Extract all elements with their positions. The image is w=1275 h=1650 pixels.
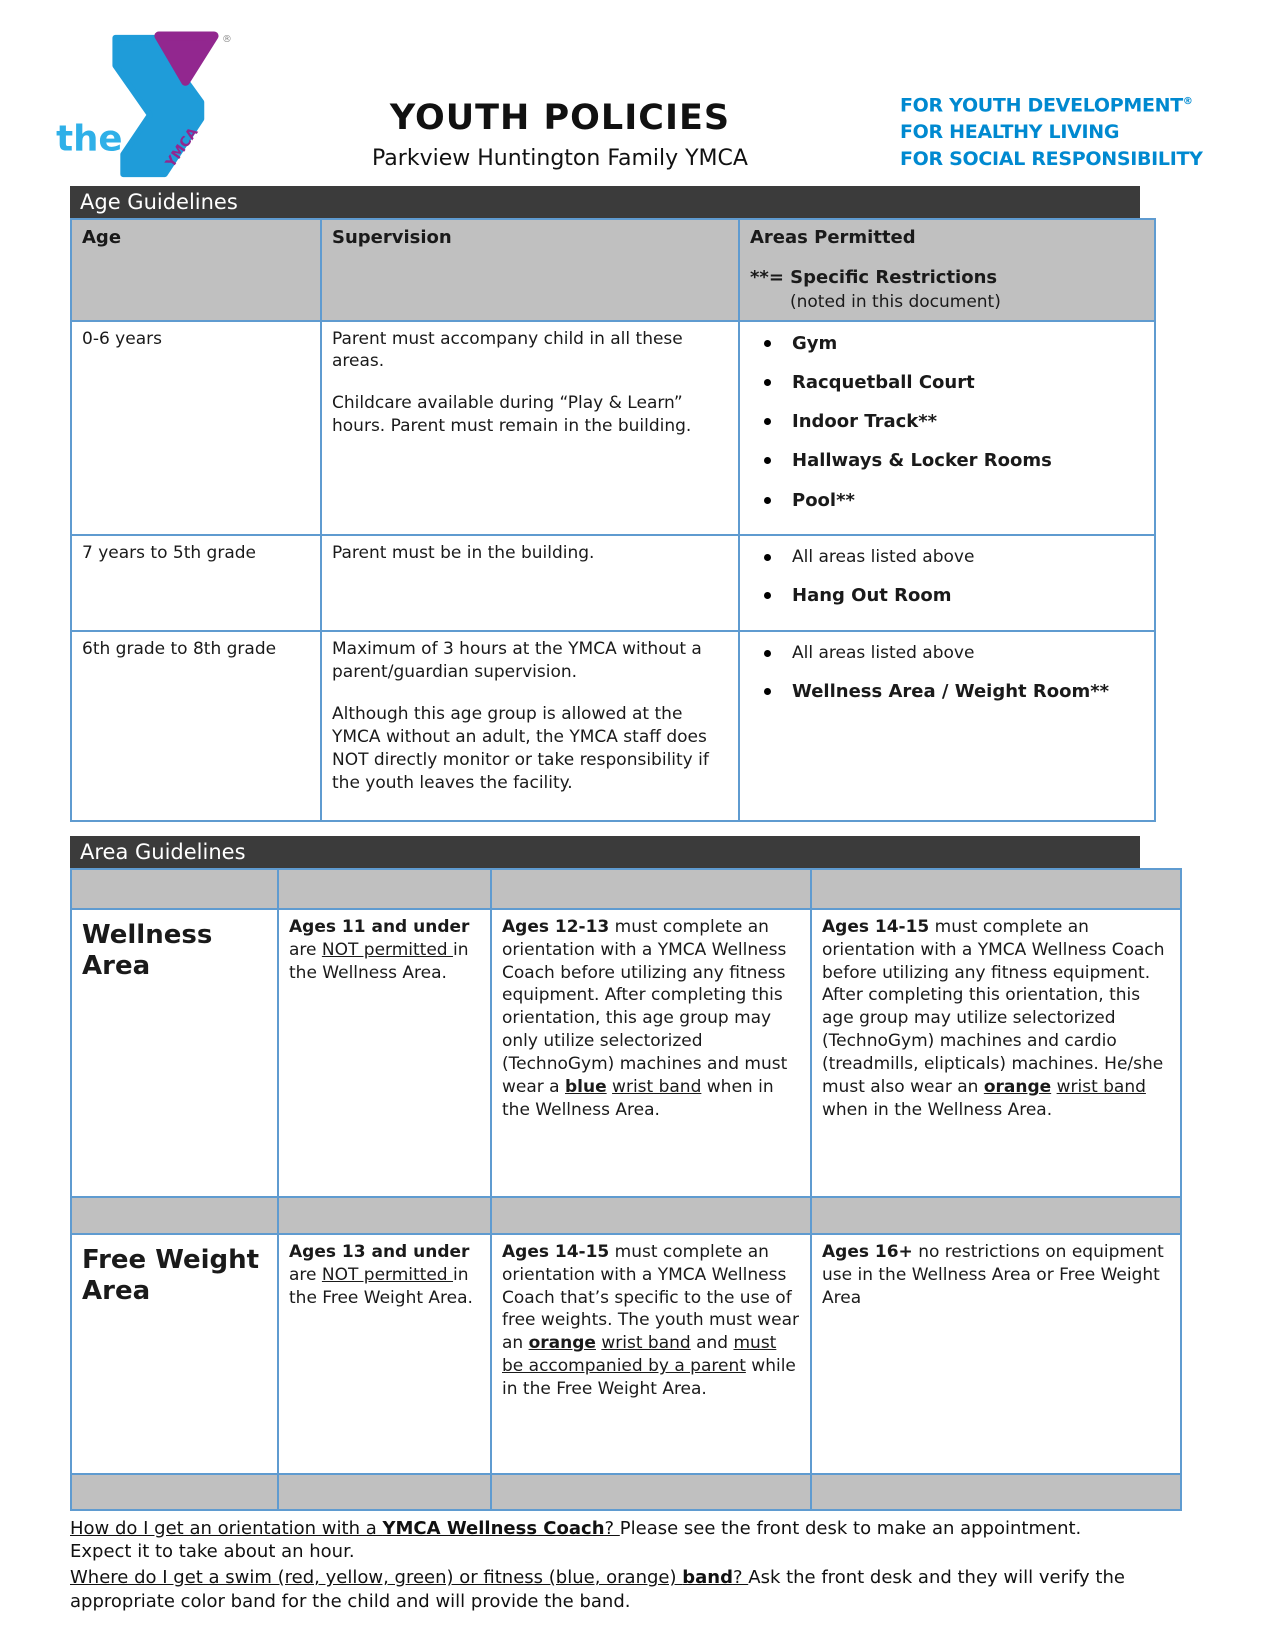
text-run: must complete an orientation with a YMCA Wellness Coach before utilizing any fitness equipment. After completing this orientation, this age group may utilize selectorized (TechnoGym) machines and cardio (treadmills, elipticals) machines. He/she must also wear an [822, 916, 1165, 1098]
free-weight-area-title: Free Weight Area [82, 1244, 260, 1306]
supervision-paragraph: Childcare available during “Play & Learn” hours. Parent must remain in the building. [332, 393, 692, 437]
empty-separator-cell [491, 1197, 811, 1234]
age-column-header: Age [71, 219, 321, 321]
page-title: YOUTH POLICIES [389, 98, 731, 138]
free-weight-ages-16-policy-cell [811, 1234, 1181, 1474]
text-run: Ages 11 and under [289, 916, 470, 937]
bottom-row [71, 1474, 1181, 1510]
wellness-area-title: Wellness Area [82, 919, 213, 981]
areas-permitted-column-header [739, 219, 1155, 321]
text-run: are [289, 1264, 322, 1285]
area-bullet-item: Hallways & Locker Rooms [750, 449, 1144, 473]
text-run: Ages 14-15 [502, 1241, 610, 1262]
text-run: when in the Wellness Area. [502, 1077, 774, 1121]
age-table-header-row [71, 219, 1155, 321]
registered-mark: ® [1182, 96, 1193, 107]
free-weight-ages-14-15-policy-cell [491, 1234, 811, 1474]
empty-bottom-cell [71, 1474, 278, 1510]
brand-line-youth-development: FOR YOUTH DEVELOPMENT® [900, 94, 1193, 117]
ymca-logo-the-text: the [56, 118, 123, 160]
area-bullet-item: Indoor Track** [750, 410, 1144, 434]
area-bullet-item: Pool** [750, 489, 1144, 513]
supervision-column-header: Supervision [321, 219, 739, 321]
supervision-cell [321, 535, 739, 631]
text-run: Where do I get a swim (red, yellow, green) or fitness (blue, orange) [70, 1567, 683, 1589]
empty-bottom-cell [811, 1474, 1181, 1510]
supervision-paragraph: Maximum of 3 hours at the YMCA without a parent/guardian supervision. [332, 639, 702, 682]
text-run: blue [565, 1077, 607, 1098]
text-run: when in the Wellness Area. [822, 1100, 1053, 1121]
text-run: How do I get an orientation with a [70, 1517, 383, 1539]
areas-permitted-label: Areas Permitted [750, 227, 916, 248]
text-run: in the Free Weight Area. [289, 1264, 473, 1308]
wellness-ages-14-15-policy-cell [811, 909, 1181, 1197]
title-block [320, 98, 800, 171]
text-run: wrist band [612, 1077, 702, 1098]
areas-permitted-cell [739, 631, 1155, 821]
age-guidelines-header-bar: Age Guidelines [70, 186, 1140, 218]
supervision-paragraph: Parent must be in the building. [332, 543, 595, 564]
restriction-note-sub: (noted in this document) [790, 291, 1001, 312]
table-row [71, 321, 1155, 535]
text-run: YMCA Wellness Coach [382, 1517, 605, 1539]
restriction-note: **= Specific Restrictions [750, 267, 998, 289]
supervision-cell [321, 321, 739, 535]
text-run: ? [732, 1567, 749, 1589]
text-run: NOT permitted [321, 1264, 454, 1285]
text-run: are [289, 939, 322, 960]
empty-header-cell [278, 869, 491, 909]
text-run: orange [983, 1077, 1052, 1098]
area-bullet-item: All areas listed above [750, 642, 1144, 665]
separator-row [71, 1197, 1181, 1234]
supervision-cell [321, 631, 739, 821]
text-run: wrist band [601, 1333, 691, 1354]
brand-tagline-block [900, 88, 1203, 173]
empty-separator-cell [71, 1197, 278, 1234]
age-cell: 0-6 years [71, 321, 321, 535]
area-name-cell [71, 1234, 278, 1474]
table-row [71, 1234, 1181, 1474]
text-run: Ask the front desk and they will verify the appropriate color band for the child and will provide the band. [70, 1567, 1125, 1612]
text-run: and [690, 1333, 734, 1354]
text-run: orange [528, 1333, 596, 1354]
supervision-paragraph: Parent must accompany child in all these areas. [332, 328, 683, 372]
ymca-logo-registered-mark: ® [222, 33, 232, 45]
text-run: no restrictions on equipment use in the Wellness Area or Free Weight Area [822, 1241, 1164, 1308]
section-spacer [70, 822, 1140, 836]
age-guidelines-table [70, 218, 1156, 822]
empty-separator-cell [278, 1197, 491, 1234]
text-run: must complete an orientation with a YMCA Wellness Coach before utilizing any fitness equipment. After completing this orientation, this age group may only utilize selectorized (TechnoGym) machines and must wear a [502, 916, 788, 1098]
text-run: must complete an orientation with a YMCA Wellness Coach that’s specific to the use of free weights. The youth must wear an [502, 1241, 800, 1354]
empty-bottom-cell [491, 1474, 811, 1510]
text-run: Ages 14-15 [822, 916, 930, 937]
areas-list [750, 332, 1144, 513]
free-weight-under-policy-cell [278, 1234, 491, 1474]
text-run: must be accompanied by a parent [502, 1333, 777, 1377]
empty-header-cell [811, 869, 1181, 909]
text-run: in the Wellness Area. [289, 939, 469, 983]
table-row [71, 631, 1155, 821]
footer-notes [70, 1517, 1140, 1614]
brand-line-social-responsibility: FOR SOCIAL RESPONSIBILITY [900, 148, 1203, 171]
text-run: Ages 16+ [822, 1241, 913, 1262]
age-cell: 6th grade to 8th grade [71, 631, 321, 821]
table-row [71, 535, 1155, 631]
text-run: Please see the front desk to make an appointment. Expect it to take about an hour. [70, 1517, 1082, 1563]
area-name-cell [71, 909, 278, 1197]
area-bullet-item: Racquetball Court [750, 371, 1144, 395]
text-run: NOT permitted [321, 939, 454, 960]
area-guidelines-table [70, 868, 1182, 1511]
orientation-question [70, 1517, 1140, 1565]
area-bullet-item: Wellness Area / Weight Room** [750, 680, 1144, 704]
age-cell: 7 years to 5th grade [71, 535, 321, 631]
page-subtitle: Parkview Huntington Family YMCA [372, 146, 748, 171]
table-row [71, 909, 1181, 1197]
text-run: wrist band [1056, 1077, 1146, 1098]
area-bullet-item: Hang Out Room [750, 584, 1144, 608]
text-run: band [682, 1567, 733, 1589]
area-guidelines-header-bar: Area Guidelines [70, 836, 1140, 868]
empty-bottom-cell [278, 1474, 491, 1510]
wellness-under-policy-cell [278, 909, 491, 1197]
ymca-logo-ymca-text: YMCA [162, 124, 202, 171]
band-question [70, 1566, 1140, 1614]
area-table-header-row [71, 869, 1181, 909]
ymca-logo [55, 28, 235, 186]
text-run: Ages 12-13 [502, 916, 610, 937]
areas-list [750, 642, 1144, 704]
supervision-paragraph: Although this age group is allowed at the YMCA without an adult, the YMCA staff does NOT directly monitor or take responsibility if the youth leaves the facility. [332, 703, 709, 793]
age-guidelines-section [70, 186, 1165, 1614]
text-run: while in the Free Weight Area. [502, 1356, 796, 1400]
empty-separator-cell [811, 1197, 1181, 1234]
empty-header-cell [71, 869, 278, 909]
area-bullet-item: All areas listed above [750, 546, 1144, 569]
areas-permitted-cell [739, 321, 1155, 535]
wellness-ages-12-13-policy-cell [491, 909, 811, 1197]
text-run: ? [604, 1517, 620, 1539]
area-bullet-item: Gym [750, 332, 1144, 356]
areas-list [750, 546, 1144, 608]
brand-line-healthy-living: FOR HEALTHY LIVING [900, 121, 1120, 144]
areas-permitted-cell [739, 535, 1155, 631]
document-header [0, 0, 1275, 186]
text-run: Ages 13 and under [289, 1241, 470, 1262]
empty-header-cell [491, 869, 811, 909]
